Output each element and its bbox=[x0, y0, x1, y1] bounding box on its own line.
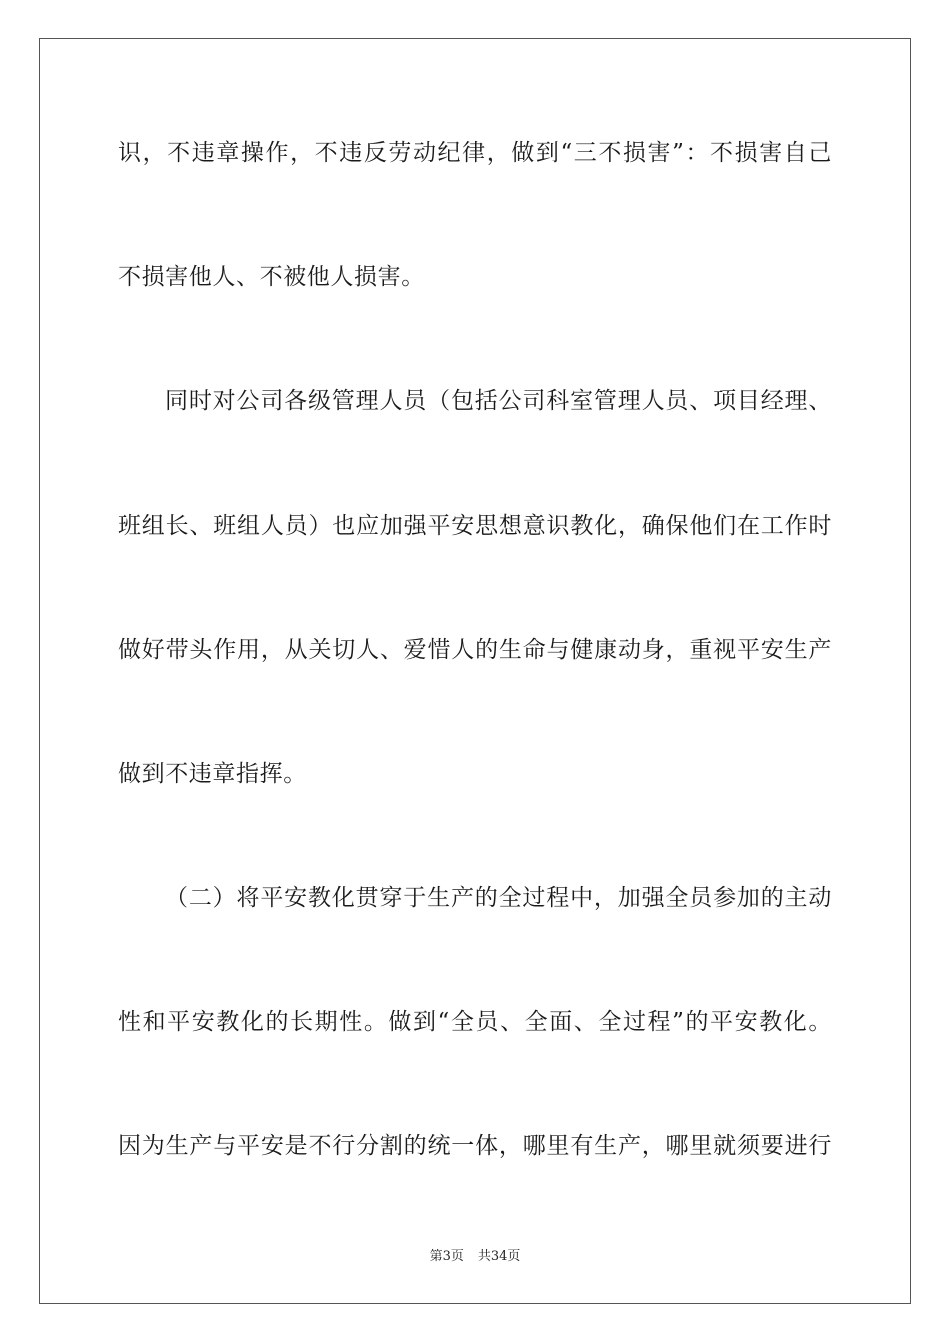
paragraph-line: 班组长、班组人员）也应加强平安思想意识教化，确保他们在工作时 bbox=[118, 513, 832, 539]
paragraph-line: 同时对公司各级管理人员（包括公司科室管理人员、项目经理、 bbox=[165, 388, 832, 414]
paragraph-line: 因为生产与平安是不行分割的统一体，哪里有生产，哪里就须要进行 bbox=[118, 1133, 832, 1159]
paragraph-line: 性和平安教化的长期性。做到“全员、全面、全过程”的平安教化。 bbox=[118, 1009, 832, 1035]
page-number: 第3页 bbox=[429, 1249, 464, 1264]
paragraph-line: 做好带头作用，从关切人、爱惜人的生命与健康动身，重视平安生产 bbox=[118, 637, 832, 663]
page-total: 共34页 bbox=[477, 1249, 521, 1264]
paragraph-line: 不损害他人、不被他人损害。 bbox=[118, 264, 425, 290]
paragraph-line: （二）将平安教化贯穿于生产的全过程中，加强全员参加的主动 bbox=[165, 885, 832, 911]
page-footer bbox=[0, 1248, 950, 1266]
paragraph-line: 做到不违章指挥。 bbox=[118, 761, 307, 787]
page-border bbox=[39, 38, 911, 1304]
paragraph-line: 识，不违章操作，不违反劳动纪律，做到“三不损害”：不损害自己 bbox=[118, 140, 832, 166]
